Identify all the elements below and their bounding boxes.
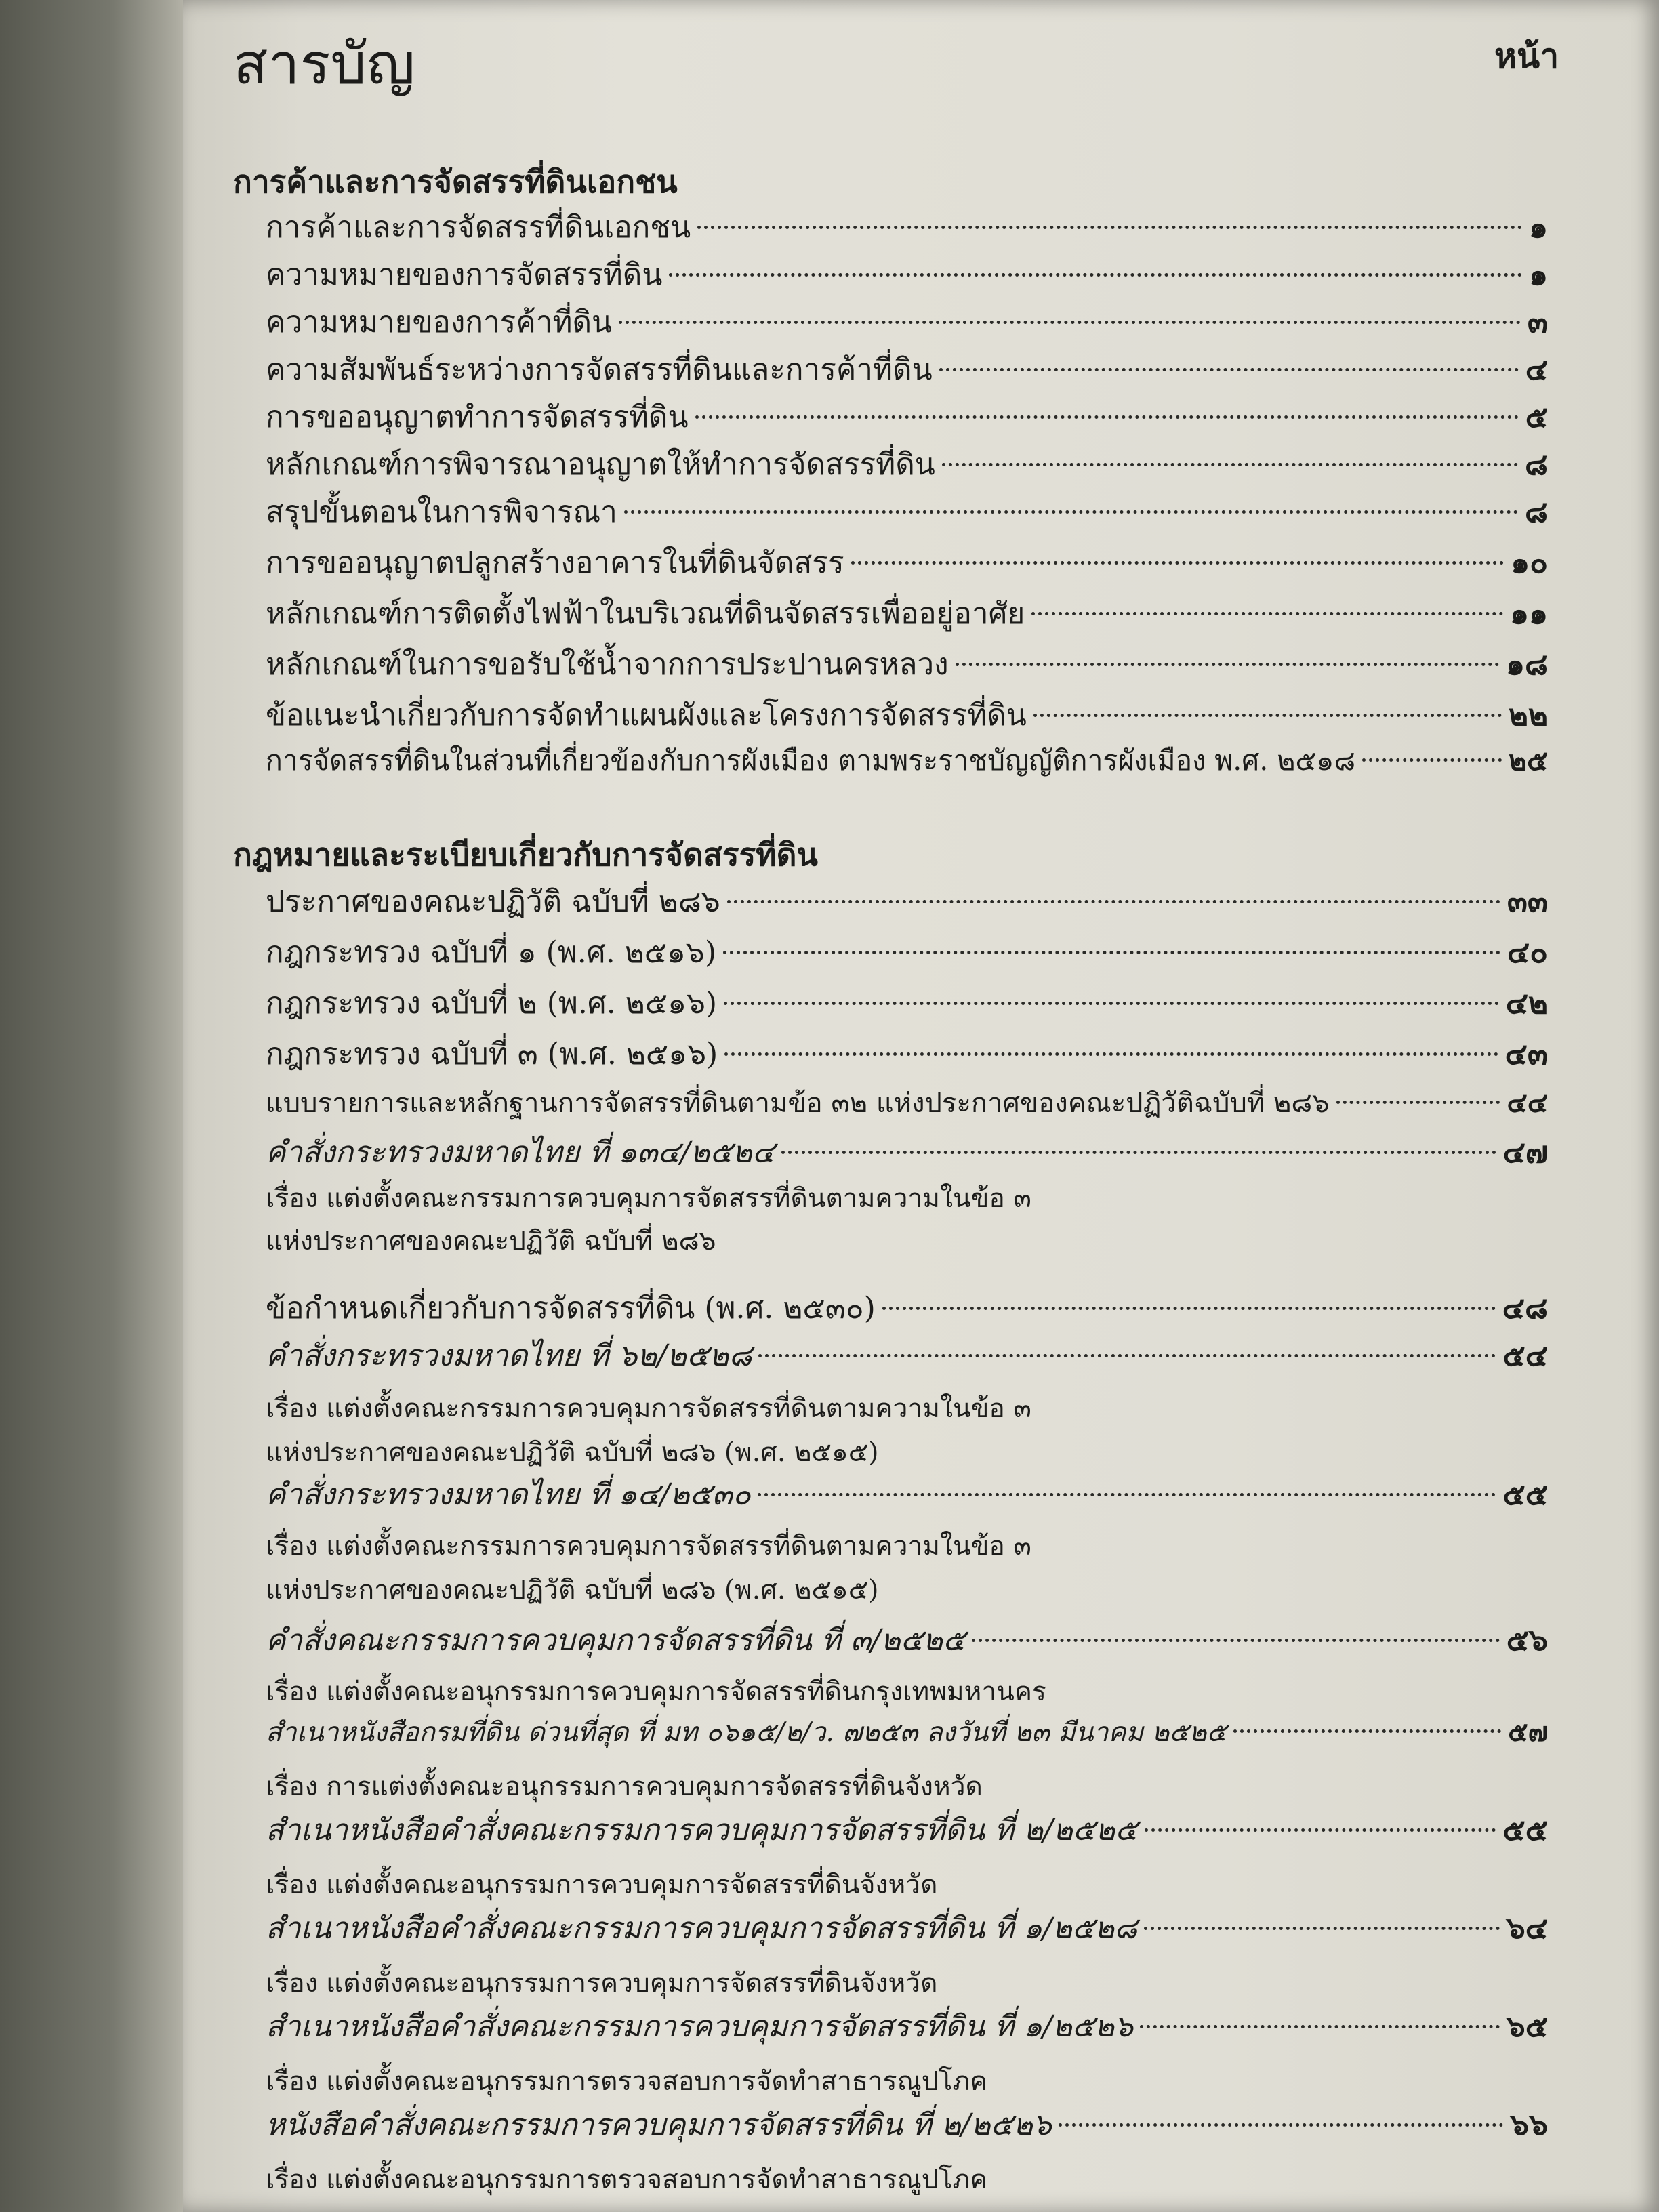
dot-leader [942, 463, 1518, 466]
toc-entry [266, 1471, 1548, 1514]
entry-subject-note: เรื่อง แต่งตั้งคณะอนุกรรมการตรวจสอบการจัดทำสาธารณูปโภค [266, 2066, 988, 2097]
dot-leader [695, 415, 1519, 419]
entry-subject-note: เรื่อง แต่งตั้งคณะอนุกรรมการตรวจสอบการจัดทำสาธารณูปโภค [266, 2165, 988, 2195]
entry-text: หนังสือคำสั่งคณะกรรมการควบคุมการจัดสรรที่ดิน ที่ ๒/๒๕๒๖ [266, 2108, 1052, 2142]
entry-page: ๔๗ [1502, 1135, 1548, 1170]
toc-entry [266, 298, 1548, 342]
entry-text: ข้อแนะนำเกี่ยวกับการจัดทำแผนผังและโครงการจัดสรรที่ดิน [266, 698, 1027, 733]
dot-leader [1059, 2123, 1503, 2127]
toc-entry [266, 590, 1548, 633]
dot-leader [619, 321, 1521, 324]
dot-leader [758, 1493, 1496, 1496]
dot-leader [781, 1151, 1496, 1154]
toc-entry [266, 739, 1548, 782]
entry-page: ๒๒ [1508, 698, 1548, 733]
entry-text: แบบรายการและหลักฐานการจัดสรรที่ดินตามข้อ ๓๒ แห่งประกาศของคณะปฏิวัติฉบับที่ ๒๘๖ [266, 1088, 1330, 1119]
entry-text: คำสั่งคณะกรรมการควบคุมการจัดสรรที่ดิน ที่ ๓/๒๕๒๕ [266, 1623, 966, 1658]
dot-leader [1233, 1729, 1501, 1733]
dot-leader [851, 561, 1504, 565]
dot-leader [669, 273, 1522, 276]
entry-subject-note: เรื่อง แต่งตั้งคณะอนุกรรมการควบคุมการจัดสรรที่ดินจังหวัด [266, 1870, 938, 1900]
entry-subject-note: เรื่อง แต่งตั้งคณะอนุกรรมการควบคุมการจัดสรรที่ดินจังหวัด [266, 1968, 938, 1999]
entry-text: คำสั่งกระทรวงมหาดไทย ที่ ๖๒/๒๕๒๘ [266, 1338, 752, 1373]
toc-entry [266, 1904, 1548, 1948]
entry-page: ๖๕ [1506, 2009, 1548, 2044]
dot-leader [1145, 1828, 1496, 1832]
dot-leader [1144, 1927, 1500, 1930]
toc-entry [266, 979, 1548, 1023]
entry-subject-note: เรื่อง แต่งตั้งคณะกรรมการควบคุมการจัดสรรที่ดินตามความในข้อ ๓ [266, 1393, 1031, 1424]
entry-text: สำเนาหนังสือคำสั่งคณะกรรมการควบคุมการจัดสรรที่ดิน ที่ ๒/๒๕๒๕ [266, 1813, 1138, 1847]
toc-entry [266, 928, 1548, 972]
dot-leader [939, 368, 1519, 371]
dot-leader [1336, 1101, 1500, 1104]
dot-leader [624, 510, 1518, 514]
toc-entry [266, 393, 1548, 436]
entry-page: ๘ [1525, 447, 1548, 482]
toc-entry [266, 1711, 1548, 1755]
entry-page: ๑๑ [1510, 596, 1548, 631]
entry-subject-note: เรื่อง แต่งตั้งคณะอนุกรรมการควบคุมการจัดสรรที่ดินกรุงเทพมหานคร [266, 1677, 1046, 1707]
entry-text: หลักเกณฑ์ในการขอรับใช้น้ำจากการประปานครหลวง [266, 647, 949, 682]
entry-text: ประกาศของคณะปฏิวัติ ฉบับที่ ๒๘๖ [266, 884, 720, 919]
entry-text: ความสัมพันธ์ระหว่างการจัดสรรที่ดินและการค้าที่ดิน [266, 352, 933, 387]
entry-text: ความหมายของการจัดสรรที่ดิน [266, 258, 663, 292]
toc-entry [266, 2003, 1548, 2046]
toc-entry [266, 1332, 1548, 1375]
entry-subject-note: เรื่อง แต่งตั้งคณะกรรมการควบคุมการจัดสรรที่ดินตามความในข้อ ๓ [266, 1531, 1031, 1561]
entry-text: สำเนาหนังสือคำสั่งคณะกรรมการควบคุมการจัดสรรที่ดิน ที่ ๑/๒๕๒๖ [266, 2009, 1134, 2044]
toc-entry [266, 1128, 1548, 1172]
dot-leader [723, 951, 1500, 954]
entry-page: ๘ [1525, 495, 1548, 529]
dot-leader [882, 1307, 1496, 1310]
entry-page: ๖๔ [1506, 1911, 1548, 1946]
entry-text: สำเนาหนังสือกรมที่ดิน ด่วนที่สุด ที่ มท ๐๖๑๕/๒/ว. ๗๒๕๓ ลงวันที่ ๒๓ มีนาคม ๒๕๒๕ [266, 1717, 1227, 1748]
entry-text: ความหมายของการค้าที่ดิน [266, 305, 613, 340]
entry-page: ๕๕ [1502, 1813, 1548, 1847]
entry-text: กฎกระทรวง ฉบับที่ ๓ (พ.ศ. ๒๕๑๖) [266, 1037, 718, 1071]
dot-leader [1031, 612, 1503, 615]
toc-entry [266, 203, 1548, 247]
entry-text: สรุปขั้นตอนในการพิจารณา [266, 495, 617, 529]
entry-page: ๕ [1525, 400, 1548, 434]
entry-subject-note: แห่งประกาศของคณะปฏิวัติ ฉบับที่ ๒๘๖ (พ.ศ. ๒๕๑๕) [266, 1437, 879, 1468]
entry-page: ๓ [1527, 305, 1548, 340]
entry-text: การจัดสรรที่ดินในส่วนที่เกี่ยวข้องกับการผังเมือง ตามพระราชบัญญัติการผังเมือง พ.ศ. ๒๕๑๘ [266, 744, 1356, 777]
toc-entry [266, 441, 1548, 484]
toc-entry [266, 346, 1548, 389]
entry-text: คำสั่งกระทรวงมหาดไทย ที่ ๑๓๔/๒๕๒๔ [266, 1135, 775, 1170]
entry-page: ๕๗ [1508, 1717, 1548, 1748]
entry-page: ๔ [1525, 352, 1548, 387]
dot-leader [724, 1002, 1499, 1005]
entry-page: ๖๖ [1510, 2108, 1548, 2142]
entry-text: การขออนุญาตทำการจัดสรรที่ดิน [266, 400, 689, 434]
toc-title: สารบัญ [233, 30, 415, 97]
entry-subject-note: เรื่อง แต่งตั้งคณะกรรมการควบคุมการจัดสรรที่ดินตามความในข้อ ๓ [266, 1183, 1031, 1214]
toc-entry [266, 251, 1548, 294]
entry-text: การขออนุญาตปลูกสร้างอาคารในที่ดินจัดสรร [266, 546, 844, 580]
entry-page: ๓๓ [1507, 884, 1548, 919]
entry-page: ๕๖ [1506, 1623, 1548, 1658]
toc-entry [266, 539, 1548, 582]
entry-text: หลักเกณฑ์การติดตั้งไฟฟ้าในบริเวณที่ดินจัดสรรเพื่ออยู่อาศัย [266, 596, 1025, 631]
toc-entry [266, 691, 1548, 735]
dot-leader [1033, 714, 1502, 717]
dot-leader [727, 900, 1500, 903]
entry-text: ข้อกำหนดเกี่ยวกับการจัดสรรที่ดิน (พ.ศ. ๒๕๓๐) [266, 1291, 876, 1326]
entry-page: ๔๓ [1504, 1037, 1548, 1071]
entry-page: ๔๔ [1507, 1087, 1548, 1119]
entry-page: ๔๘ [1502, 1291, 1548, 1326]
entry-page: ๑๐ [1511, 546, 1548, 580]
section-title-laws: กฎหมายและระเบียบเกี่ยวกับการจัดสรรที่ดิน [233, 836, 818, 873]
toc-entry [266, 2101, 1548, 2144]
entry-text: สำเนาหนังสือคำสั่งคณะกรรมการควบคุมการจัดสรรที่ดิน ที่ ๑/๒๕๒๘ [266, 1911, 1138, 1946]
entry-page: ๔๒ [1505, 986, 1548, 1021]
entry-subject-note: เรื่อง การแต่งตั้งคณะอนุกรรมการควบคุมการจัดสรรที่ดินจังหวัด [266, 1771, 983, 1802]
toc-entry [266, 1806, 1548, 1849]
section-title-private-land: การค้าและการจัดสรรที่ดินเอกชน [233, 163, 678, 200]
entry-page: ๔๐ [1507, 935, 1548, 970]
dot-leader [1362, 758, 1502, 762]
entry-page: ๑ [1529, 210, 1548, 245]
entry-text: การค้าและการจัดสรรที่ดินเอกชน [266, 210, 691, 245]
entry-text: คำสั่งกระทรวงมหาดไทย ที่ ๑๔/๒๕๓๐ [266, 1477, 751, 1512]
dot-leader [956, 663, 1500, 666]
toc-entry [266, 488, 1548, 531]
dot-leader [724, 1052, 1498, 1056]
entry-subject-note: แห่งประกาศของคณะปฏิวัติ ฉบับที่ ๒๘๖ [266, 1226, 716, 1256]
toc-entry [266, 640, 1548, 684]
entry-text: กฎกระทรวง ฉบับที่ ๒ (พ.ศ. ๒๕๑๖) [266, 986, 718, 1021]
entry-page: ๒๕ [1508, 744, 1548, 777]
dot-leader [1140, 2025, 1500, 2028]
entry-subject-note: แห่งประกาศของคณะปฏิวัติ ฉบับที่ ๒๘๖ (พ.ศ. ๒๕๑๕) [266, 1575, 879, 1605]
page-column-label: หน้า [1494, 36, 1559, 76]
dot-leader [972, 1639, 1499, 1642]
entry-page: ๕๕ [1502, 1477, 1548, 1512]
entry-text: กฎกระทรวง ฉบับที่ ๑ (พ.ศ. ๒๕๑๖) [266, 935, 717, 970]
entry-text: หลักเกณฑ์การพิจารณาอนุญาตให้ทำการจัดสรรที่ดิน [266, 447, 935, 482]
entry-page: ๑ [1529, 258, 1548, 292]
entry-page: ๑๘ [1506, 647, 1548, 682]
dot-leader [697, 226, 1522, 229]
entry-page: ๕๔ [1502, 1338, 1548, 1373]
toc-entry [266, 1081, 1548, 1124]
toc-entry [266, 1284, 1548, 1328]
toc-entry [266, 878, 1548, 921]
toc-entry [266, 1030, 1548, 1073]
dot-leader [758, 1354, 1496, 1357]
toc-entry [266, 1616, 1548, 1660]
